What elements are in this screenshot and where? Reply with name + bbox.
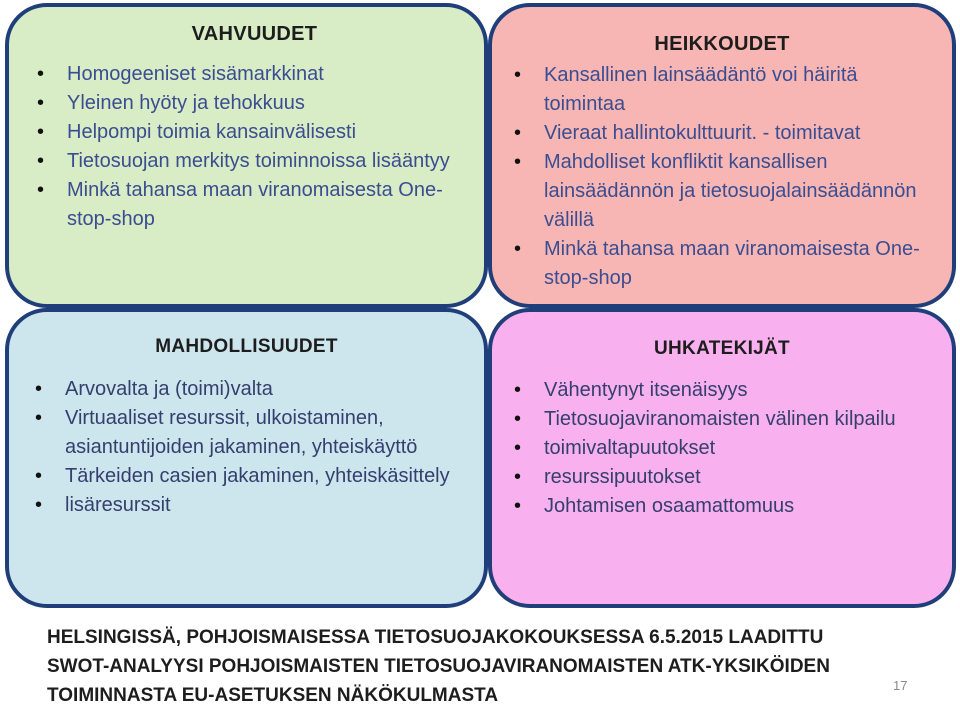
threats-title: UHKATEKIJÄT [654,338,790,359]
opportunities-quadrant [5,308,488,608]
opportunities-item: • Tärkeiden casien jakaminen, yhteiskäsittely [35,462,470,491]
strengths-item: • Homogeeniset sisämarkkinat [37,60,468,89]
weaknesses-item: • Minkä tahansa maan viranomaisesta One-stop-shop [514,235,938,293]
strengths-quadrant [5,3,488,308]
opportunities-title: MAHDOLLISUUDET [155,336,338,357]
threats-item: • resurssipuutokset [514,463,938,492]
strengths-title: VAHVUUDET [191,23,318,45]
opportunities-item: • lisäresurssit [35,491,470,520]
strengths-item: • Helpompi toimia kansainvälisesti [37,118,468,147]
weaknesses-title: HEIKKOUDET [654,33,790,55]
threats-quadrant [488,308,956,608]
weaknesses-item: • Kansallinen lainsäädäntö voi häiritä toimintaa [514,61,938,119]
slide-caption: HELSINGISSÄ, POHJOISMAISESSA TIETOSUOJAKOKOUKSESSA 6.5.2015 LAADITTU SWOT-ANALYYSI POHJOISMAISTEN TIETOSUOJAVIRANOMAISTEN ATK-YKSIKÖIDEN TOIMINNASTA EU-ASETUKSEN NÄKÖKULMASTA [47,627,830,706]
strengths-item: • Yleinen hyöty ja tehokkuus [37,89,468,118]
threats-item: • Tietosuojaviranomaisten välinen kilpailu [514,405,938,434]
weaknesses-list [514,61,938,293]
weaknesses-item: • Vieraat hallintokulttuurit. - toimitavat [514,119,938,148]
opportunities-list [35,375,470,520]
threats-list [514,376,938,521]
page-number: 17 [893,678,908,693]
threats-item: • toimivaltapuutokset [514,434,938,463]
strengths-list [37,60,468,234]
opportunities-item: • Arvovalta ja (toimi)valta [35,375,470,404]
threats-item: • Vähentynyt itsenäisyys [514,376,938,405]
weaknesses-item: • Mahdolliset konfliktit kansallisen lainsäädännön ja tietosuojalainsäädännön välillä [514,148,938,235]
strengths-item: • Tietosuojan merkitys toiminnoissa lisääntyy [37,147,468,176]
threats-item: • Johtamisen osaamattomuus [514,492,938,521]
opportunities-item: • Virtuaaliset resurssit, ulkoistaminen, asiantuntijoiden jakaminen, yhteiskäyttö [35,404,470,462]
weaknesses-quadrant [488,3,956,308]
strengths-item: • Minkä tahansa maan viranomaisesta One-stop-shop [37,176,468,234]
